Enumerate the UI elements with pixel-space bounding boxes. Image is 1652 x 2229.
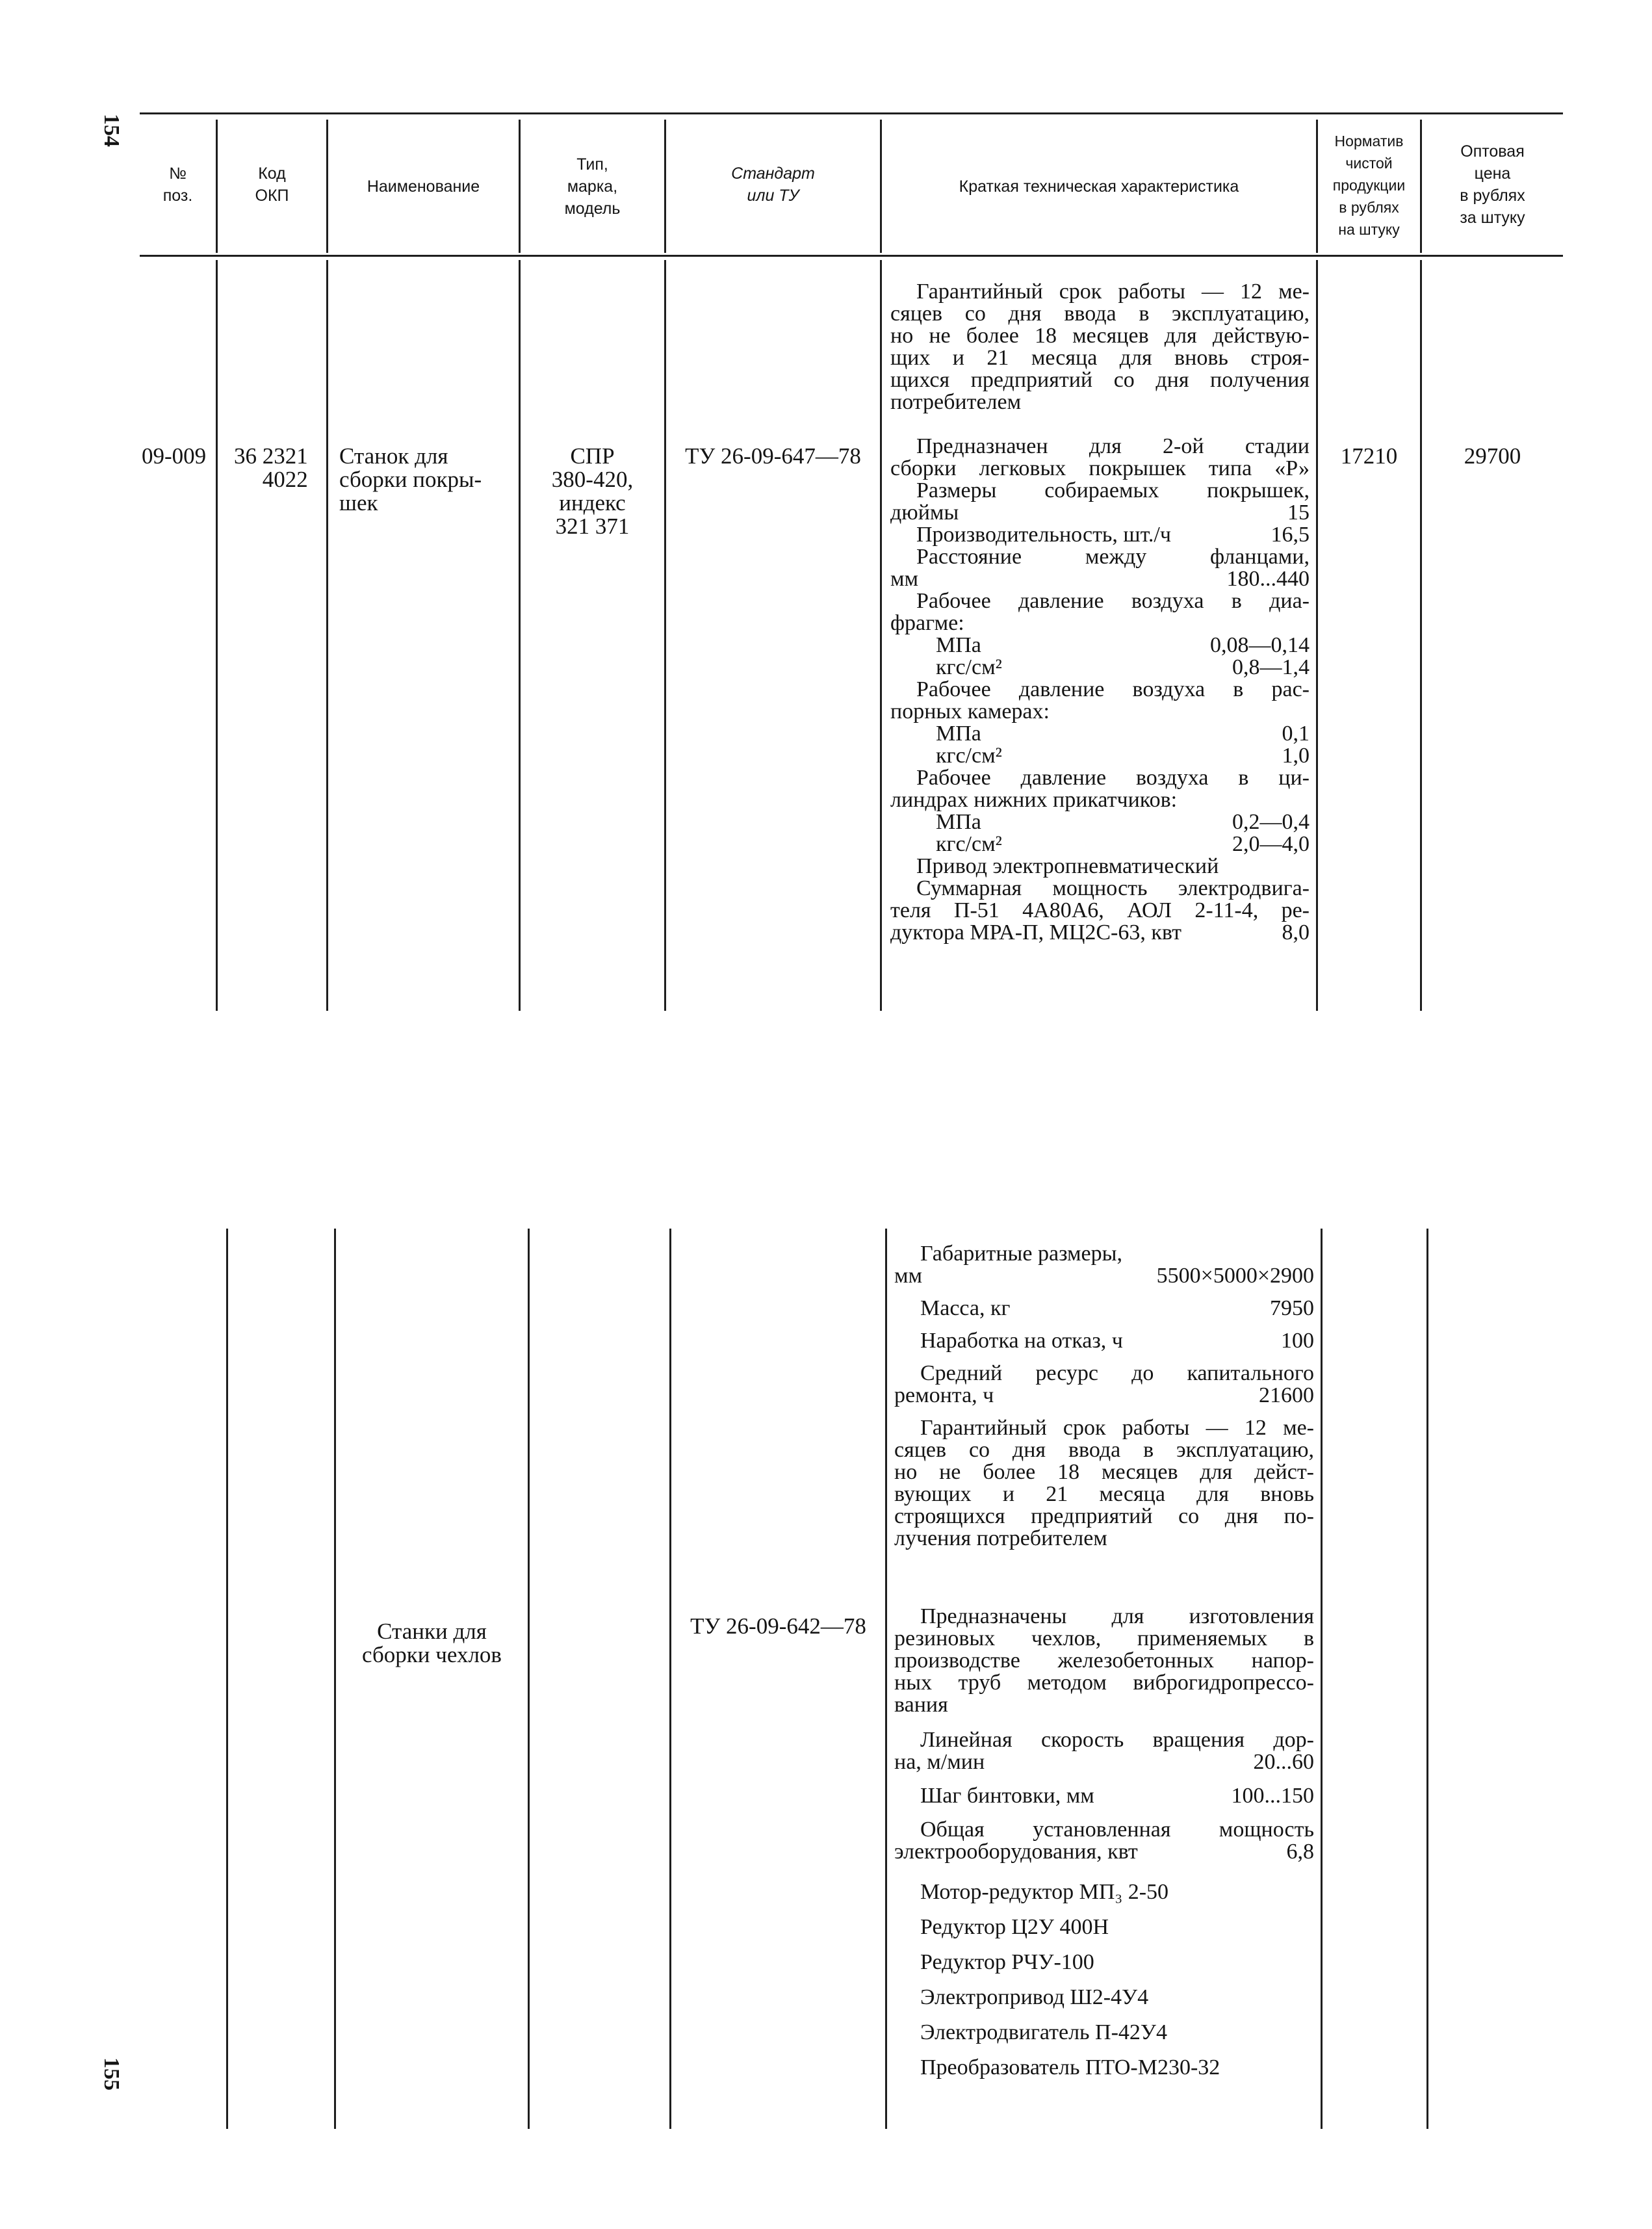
entry1-chambers-mpa-row: МПа 0,1: [936, 722, 1310, 746]
entry2-mtbf-row: Наработка на отказ, ч 100: [920, 1329, 1314, 1353]
body2-col-sep: [334, 1229, 336, 2129]
body1-col-sep: [880, 260, 882, 1011]
header-spec: Краткая техническая характеристика: [959, 177, 1239, 196]
entry2-power-row: электрооборудования, квт 6,8: [894, 1840, 1314, 1864]
entry1-size-value: 15: [1287, 501, 1310, 525]
body1-col-sep: [664, 260, 666, 1011]
entry1-size-label: Размеры собираемых покрышек,: [916, 478, 1310, 502]
entry1-flange-row: мм 180...440: [890, 567, 1310, 591]
body2-col-sep: [1426, 1229, 1428, 2129]
entry2-spec: [894, 1243, 1314, 2085]
entry1-diaphragm-label: Рабочее давление воздуха в диа-: [916, 589, 1310, 613]
entry2-speed-row: на, м/мин 20...60: [894, 1750, 1314, 1774]
body2-col-sep: [528, 1229, 530, 2129]
entry1-type: СПР 380-420, индекс 321 371: [551, 443, 634, 539]
body1-col-sep: [519, 260, 521, 1011]
body2-col-sep: [1321, 1229, 1323, 2129]
equipment-item: Мотор-редуктор МП₃ 2-50: [920, 1880, 1169, 1904]
entry1-pos: 09-009: [142, 443, 207, 469]
body2-col-sep: [226, 1229, 228, 2129]
entry1-chambers-kgs-row: кгс/см² 1,0: [936, 744, 1310, 768]
body1-col-sep: [216, 260, 218, 1011]
header-name: Наименование: [367, 177, 480, 196]
entry1-okp: 36 2321 4022: [234, 443, 308, 492]
entry2-standard: ТУ 26-09-642—78: [690, 1613, 866, 1639]
entry2-step-row: Шаг бинтовки, мм 100...150: [920, 1784, 1314, 1808]
equipment-item: Редуктор РЧУ-100: [920, 1950, 1094, 1974]
body2-col-sep: [669, 1229, 671, 2129]
entry1-warranty: Гарантийный срок работы — 12 ме- сяцев со дня ввода в эксплуатацию, но не более 18 месяцев для действую- щих и 21 месяца для вновь строя- щихся предприятий со дня получения потребителем: [890, 280, 1310, 414]
entry1-cylinders-label: Рабочее давление воздуха в ци-: [916, 766, 1310, 790]
entry2-resource-label: Средний ресурс до капитального: [920, 1361, 1314, 1385]
body2-col-sep: [885, 1229, 887, 2129]
entry2-dims-row: мм 5500×5000×2900: [894, 1264, 1314, 1288]
entry2-dims-value: 5500×5000×2900: [1156, 1264, 1314, 1288]
header-standard: Стандарт или ТУ: [731, 164, 815, 205]
equipment-item: Электропривод Ш2-4У4: [920, 1985, 1149, 2009]
entry1-size-row: дюймы 15: [890, 501, 1310, 525]
body1-col-sep: [1420, 260, 1422, 1011]
header-norm: Норматив чистой продукции в рублях на штуку: [1332, 133, 1406, 238]
entry1-diaphragm-kgs-row: кгс/см² 0,8—1,4: [936, 655, 1310, 679]
entry1-power-row: дуктора МРА-П, МЦ2С-63, квт 8,0: [890, 920, 1310, 945]
entry1-productivity-value: 16,5: [1271, 523, 1310, 547]
body1-col-sep: [1316, 260, 1318, 1011]
header-okp: Код ОКП: [255, 164, 289, 205]
entry1-drive: Привод электропневматический: [916, 854, 1219, 878]
equipment-item: Редуктор Ц2У 400Н: [920, 1915, 1109, 1939]
entry2-warranty: Гарантийный срок работы — 12 ме- сяцев со дня ввода в эксплуатацию, но не более 18 месяцев для дейст- вующих и 21 месяца для вновь строящихся предприятий со дня по- лучения потребителем: [894, 1416, 1314, 1550]
entry2-purpose: Предназначены для изготовления резиновых чехлов, применяемых в производстве железобетонных напор- ных труб методом виброгидропрессо- вания: [894, 1604, 1314, 1717]
entry1-price: 29700: [1464, 443, 1521, 469]
entry1-productivity-row: Производительность, шт./ч 16,5: [916, 523, 1310, 547]
equipment-item: Электродвигатель П-42У4: [920, 2020, 1167, 2044]
entry2-mass-row: Масса, кг 7950: [920, 1296, 1314, 1320]
header-price: Оптовая цена в рублях за штуку: [1460, 142, 1525, 227]
page-number-top: 154: [99, 114, 123, 147]
entry1-chambers-label: Рабочее давление воздуха в рас-: [916, 677, 1310, 701]
entry1-purpose: Предназначен для 2-ой стадии сборки легковых покрышек типа «Р»: [890, 434, 1310, 480]
entry1-power-label: Суммарная мощность электродвига-: [916, 876, 1310, 900]
body1-col-sep: [326, 260, 328, 1011]
entry2-speed-label: Линейная скорость вращения дор-: [920, 1728, 1314, 1752]
entry2-power-label: Общая установленная мощность: [920, 1818, 1314, 1842]
entry2-dims-label: Габаритные размеры,: [920, 1242, 1122, 1266]
entry1-power-value: 8,0: [1282, 920, 1310, 945]
header-top-rule: [140, 112, 1563, 114]
header-bottom-rule: [140, 255, 1563, 257]
entry2-name: Станки для сборки чехлов: [362, 1619, 502, 1667]
entry1-standard: ТУ 26-09-647—78: [685, 443, 861, 469]
header-type: Тип, марка, модель: [564, 155, 621, 218]
entry1-diaphragm-mpa-row: МПа 0,08—0,14: [936, 633, 1310, 657]
entry2-resource-row: ремонта, ч 21600: [894, 1383, 1314, 1407]
equipment-item: Преобразователь ПТО-М230-32: [920, 2055, 1220, 2079]
entry1-norm: 17210: [1340, 443, 1398, 469]
entry1-flange-value: 180...440: [1226, 567, 1310, 591]
page-number-bottom: 155: [99, 2057, 123, 2091]
entry1-cylinders-kgs-row: кгс/см² 2,0—4,0: [936, 832, 1310, 856]
entry2-equipment-list: [894, 1875, 1314, 2085]
entry1-cylinders-mpa-row: МПа 0,2—0,4: [936, 810, 1310, 834]
entry1-flange-label: Расстояние между фланцами,: [916, 545, 1310, 569]
entry1-spec: Гарантийный срок работы — 12 ме- сяцев со дня ввода в эксплуатацию, но не более 18 месяцев для действую- щих и 21 месяца для вновь строя- щихся предприятий со дня получения потребителем Предназначен для 2-ой стадии сборки легковых покрышек типа «Р» Размеры собираемых покрышек, дюймы 15 Производительность, шт./ч 16,5 Расстояние между фланцами, мм 180...440 Рабочее давление воздуха в диа- фрагме: МПа 0,08—0,14 кгс/см² 0,8—1,4 Рабочее давление воздуха в рас- порных камерах: МПа 0,1 кгс/см² 1,0 Рабочее давление воздуха в ци- линдрах нижних прикатчиков: МПа 0,2—0,4 кгс/см² 2,0—4,0 Привод электропневматический Суммарная мощность электродвига- теля П-51 4А80А6, АОЛ 2-11-4, ре- дуктора МРА-П, МЦ2С-63, квт 8,0: [890, 280, 1310, 945]
entry1-name: Станок для сборки покры- шек: [339, 443, 482, 515]
header-pos: № поз.: [162, 164, 193, 205]
